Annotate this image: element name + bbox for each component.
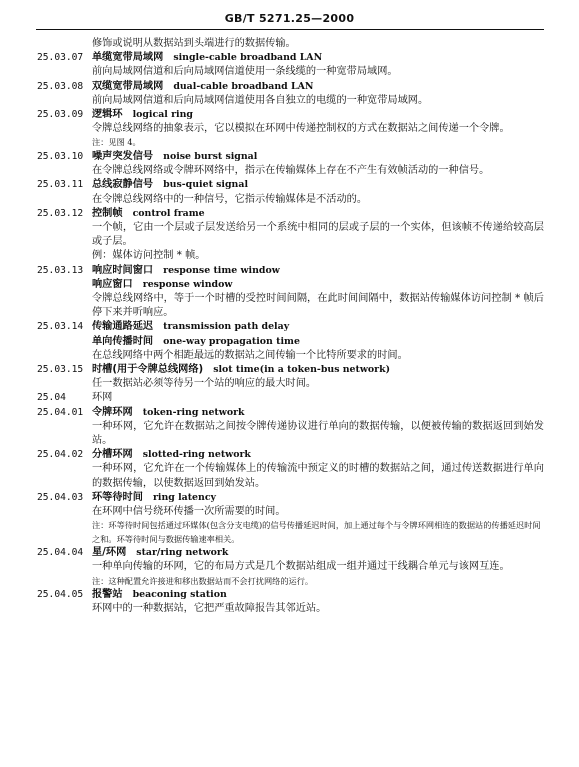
entry-number: 25.04.05: [37, 589, 84, 601]
entry-25-04-05: [0, 588, 579, 616]
entry-term-synonym-en: one-way propagation time: [163, 335, 300, 347]
entry-25-03-08: [0, 80, 579, 108]
entry-term-en: logical ring: [132, 109, 193, 121]
entry-number: 25.03.08: [37, 80, 84, 92]
intro-row: [0, 37, 579, 51]
entry-definition: 令牌总线网络中，等于一个时槽的受控时间间隔，在此时间间隔中，数据站传输媒体访问控制 * 帧后停下来并听响应。: [92, 292, 544, 319]
entry-example: 例：媒体访问控制 * 帧。: [92, 250, 206, 262]
entry-25-04-04: [0, 546, 579, 588]
entry-number: 25.04.01: [37, 406, 84, 418]
entry-term-en: slot time(in a token-bus network): [213, 363, 391, 375]
entry-definition: 任一数据站必须等待另一个站的响应的最大时间。: [92, 378, 317, 390]
section-title: 环网: [92, 392, 113, 404]
entry-term-en: slotted-ring network: [142, 449, 251, 461]
entry-number: 25.03.12: [37, 207, 84, 219]
page-header: GB/T 5271.25—2000: [224, 12, 355, 25]
entry-term-en: single-cable broadband LAN: [173, 52, 323, 64]
entry-25-03-11: [0, 178, 579, 206]
entry-25-04-03: [0, 491, 579, 546]
entry-term: 报警站 beaconing station: [92, 589, 227, 601]
entry-definition: 令牌总线网络的抽象表示，它以模拟在环网中传递控制权的方式在数据站之间传递一个令牌。: [92, 123, 510, 135]
entry-term-en: star/ring network: [136, 547, 229, 559]
entry-note: 注：见图 4。: [92, 137, 141, 148]
entry-number: 25.04.02: [37, 449, 84, 461]
entry-term-en: response time window: [163, 264, 280, 276]
entry-term-en: ring latency: [152, 491, 216, 503]
entry-note: 注：这种配置允许接进和移出数据站而不会打扰网络的运行。: [92, 575, 314, 586]
entry-term: 总线寂静信号 bus-quiet signal: [92, 179, 249, 191]
intro-text: 修饰或说明从数据站到头端进行的数据传输。: [92, 38, 296, 49]
entry-definition: 前向局域网信道和后向局域网信道使用各自独立的电缆的一种宽带局域网。: [92, 94, 429, 106]
section-heading: [0, 391, 579, 405]
entry-number: 25.03.11: [37, 179, 84, 191]
entry-number: 25.04.04: [37, 547, 84, 559]
entry-definition: 一个帧，它由一个层或子层发送给另一个系统中相同的层或子层的一个实体，但该帧不传递给较高层或子层。: [92, 221, 544, 248]
entry-number: 25.03.10: [37, 150, 84, 162]
entry-term-en: beaconing station: [132, 589, 227, 601]
entry-term: 双缆宽带局域网 dual-cable broadband LAN: [92, 80, 314, 92]
entry-definition: 一种环网，它允许在一个传输媒体上的传输流中预定义的时槽的数据站之间，通过传送数据进行单向的数据传输，以使数据返回到始发站。: [92, 463, 544, 489]
entry-25-04-01: [0, 406, 579, 449]
entry-term: 环等待时间 ring latency: [92, 491, 216, 503]
entry-number: 25.03.09: [37, 109, 84, 121]
entry-25-03-10: [0, 150, 579, 178]
entry-term-en: noise burst signal: [163, 150, 258, 162]
entry-number: 25.04.03: [37, 491, 84, 503]
entry-number: 25.03.07: [37, 52, 84, 64]
entry-term: 逻辑环 logical ring: [92, 109, 193, 121]
entry-term-en: transmission path delay: [163, 321, 290, 333]
header-rule: [36, 29, 544, 30]
entry-term-synonym: 响应窗口 response window: [92, 278, 233, 290]
entry-25-03-13: [0, 264, 579, 321]
entry-25-03-15: [0, 363, 579, 391]
entry-definition: 一种单向传输的环网，它的布局方式是几个数据站组成一组并通过干线耦合单元与该网互连。: [92, 561, 510, 573]
entry-definition: 一种环网，它允许在数据站之间按令牌传递协议进行单向的数据传输，以便被传输的数据返回到始发站。: [92, 420, 544, 446]
entry-25-03-09: [0, 108, 579, 150]
entry-term: 时槽(用于令牌总线网络) slot time(in a token-bus network): [92, 363, 391, 375]
entry-term: 噪声突发信号 noise burst signal: [92, 150, 258, 162]
entry-note: 注：环等待时间包括通过环媒体(包含分支电缆)的信号传播延迟时间，加上通过每个与令牌环网相连的数据站的传播延迟时间之和。环等待时间与数据传输速率相关。: [92, 520, 541, 544]
entry-term: 星/环网 star/ring network: [92, 547, 229, 559]
entry-definition: 在环网中信号绕环传播一次所需要的时间。: [92, 506, 286, 517]
entry-definition: 在令牌总线网络中的一种信号，它指示传输媒体是不活动的。: [92, 193, 368, 205]
entry-term-en: control frame: [132, 207, 205, 219]
entry-term: 分槽环网 slotted-ring network: [92, 449, 251, 461]
entry-term: 令牌环网 token-ring network: [92, 406, 245, 418]
entry-25-03-07: [0, 51, 579, 79]
entry-term-en: token-ring network: [142, 406, 245, 418]
entry-25-04-02: [0, 448, 579, 491]
entry-number: 25.03.13: [37, 264, 84, 276]
entry-definition: 在令牌总线网络或令牌环网络中，指示在传输媒体上存在不产生有效帧活动的一种信号。: [92, 165, 490, 177]
entry-term: 响应时间窗口 response time window: [92, 264, 280, 276]
entry-term: 控制帧 control frame: [92, 207, 205, 219]
entry-25-03-12: [0, 207, 579, 264]
section-number: 25.04: [37, 392, 66, 404]
entry-term-synonym-en: response window: [142, 278, 233, 290]
entry-number: 25.03.14: [37, 321, 84, 333]
entry-number: 25.03.15: [37, 363, 84, 375]
entry-term-synonym: 单向传播时间 one-way propagation time: [92, 335, 300, 347]
entry-definition: 前向局域网信道和后向局域网信道使用一条线缆的一种宽带局域网。: [92, 66, 398, 78]
entry-definition: 环网中的一种数据站，它把严重故障报告其邻近站。: [92, 603, 327, 615]
entry-term-en: dual-cable broadband LAN: [173, 80, 314, 92]
entry-25-03-14: [0, 320, 579, 363]
entry-definition: 在总线网络中两个相距最远的数据站之间传输一个比特所要求的时间。: [92, 349, 408, 361]
entry-term-en: bus-quiet signal: [163, 179, 249, 191]
document-body: [0, 37, 579, 617]
entry-term: 单缆宽带局域网 single-cable broadband LAN: [92, 52, 323, 64]
entry-term: 传输通路延迟 transmission path delay: [92, 321, 290, 333]
